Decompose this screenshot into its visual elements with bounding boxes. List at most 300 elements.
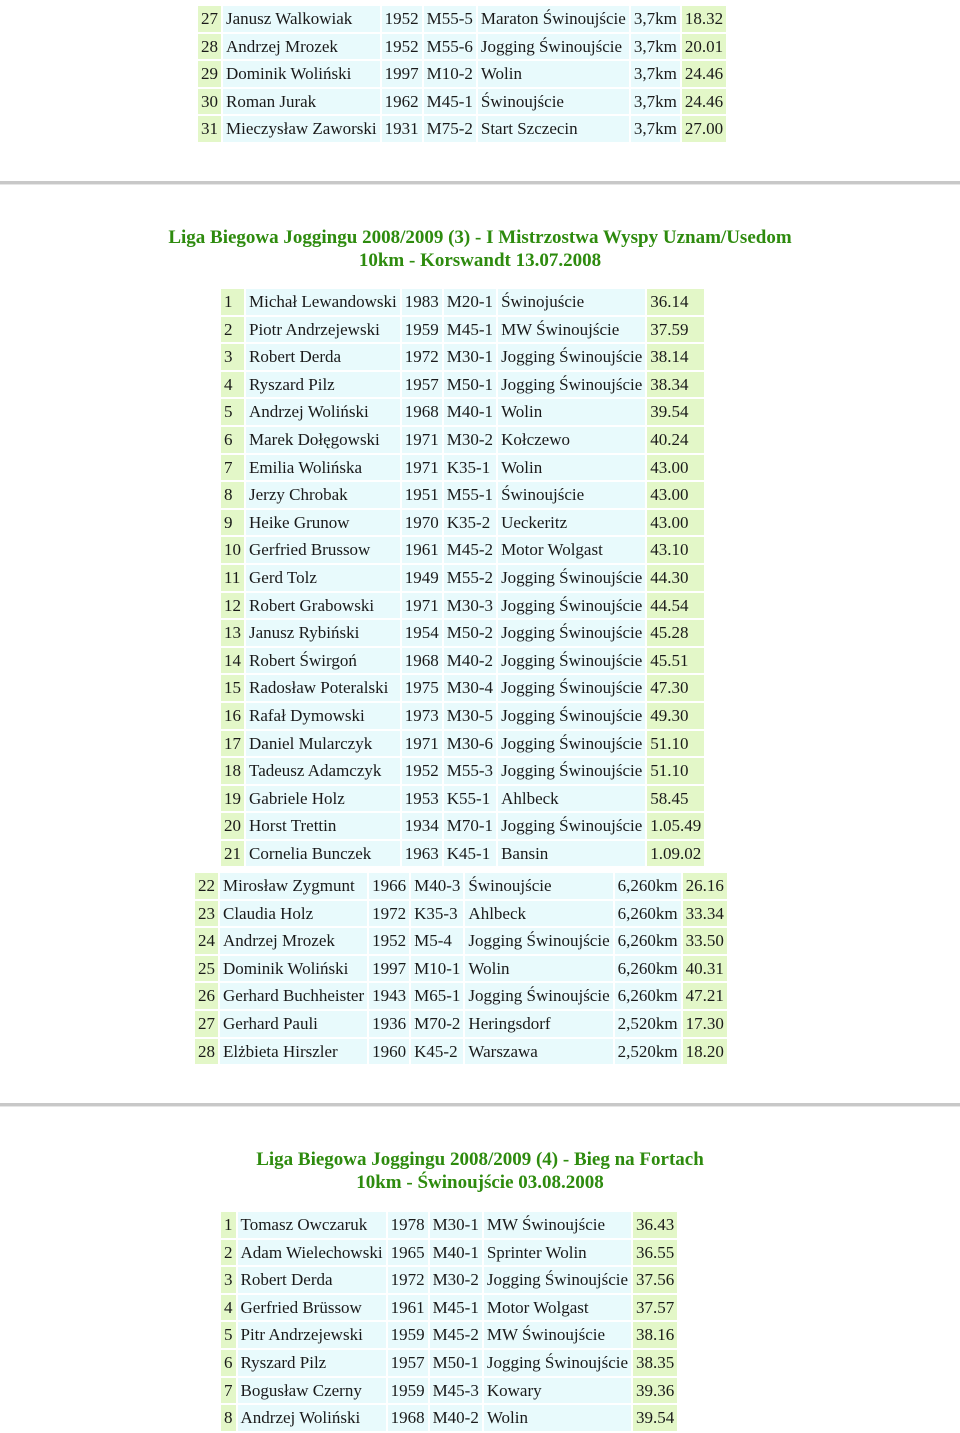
time-cell: 45.51: [647, 648, 704, 674]
club-cell: Ahlbeck: [465, 901, 612, 927]
name-cell: Rafał Dymowski: [246, 703, 400, 729]
club-cell: Jogging Świnoujście: [498, 648, 645, 674]
table-row: [221, 1378, 677, 1404]
year-cell: 1971: [402, 593, 442, 619]
time-cell: 44.54: [647, 593, 704, 619]
name-cell: Bogusław Czerny: [238, 1378, 386, 1404]
table-row: [198, 61, 726, 87]
club-cell: Wolin: [484, 1405, 631, 1431]
name-cell: Pitr Andrzejewski: [238, 1322, 386, 1348]
category-cell: M50-1: [444, 372, 496, 398]
name-cell: Robert Świrgoń: [246, 648, 400, 674]
club-cell: Sprinter Wolin: [484, 1240, 631, 1266]
place-cell: 12: [221, 593, 244, 619]
place-cell: 4: [221, 1295, 236, 1321]
section-divider: [0, 181, 960, 185]
name-cell: Andrzej Woliński: [246, 399, 400, 425]
category-cell: M55-6: [424, 34, 476, 60]
table-row: [221, 510, 704, 536]
place-cell: 7: [221, 1378, 236, 1404]
place-cell: 26: [195, 983, 218, 1009]
name-cell: Gabriele Holz: [246, 786, 400, 812]
table-row: [221, 620, 704, 646]
race-title: [0, 226, 960, 272]
time-cell: 17.30: [683, 1011, 727, 1037]
distance-cell: 3,7km: [631, 6, 680, 32]
place-cell: 6: [221, 1350, 236, 1376]
name-cell: Gerhard Buchheister: [220, 983, 367, 1009]
name-cell: Jerzy Chrobak: [246, 482, 400, 508]
name-cell: Ryszard Pilz: [238, 1350, 386, 1376]
time-cell: 37.56: [633, 1267, 677, 1293]
club-cell: Ueckeritz: [498, 510, 645, 536]
race-subtitle-line: 10km - Świnoujście 03.08.2008: [356, 1172, 604, 1193]
table-row: [221, 1240, 677, 1266]
name-cell: Andrzej Woliński: [238, 1405, 386, 1431]
club-cell: Motor Wolgast: [484, 1295, 631, 1321]
time-cell: 47.21: [683, 983, 727, 1009]
name-cell: Andrzej Mrozek: [220, 928, 367, 954]
club-cell: Jogging Świnoujście: [498, 675, 645, 701]
category-cell: M45-1: [430, 1295, 482, 1321]
time-cell: 43.00: [647, 482, 704, 508]
year-cell: 1959: [388, 1378, 428, 1404]
place-cell: 8: [221, 482, 244, 508]
club-cell: Wolin: [498, 399, 645, 425]
year-cell: 1954: [402, 620, 442, 646]
time-cell: 33.50: [683, 928, 727, 954]
year-cell: 1952: [369, 928, 409, 954]
time-cell: 1.09.02: [647, 841, 704, 867]
club-cell: Kowary: [484, 1378, 631, 1404]
time-cell: 27.00: [682, 116, 726, 142]
place-cell: 8: [221, 1405, 236, 1431]
table-row: [221, 1350, 677, 1376]
table-row: [195, 901, 727, 927]
table-row: [221, 427, 704, 453]
name-cell: Gerfried Brussow: [246, 537, 400, 563]
club-cell: Świnoujście: [478, 89, 629, 115]
time-cell: 24.46: [682, 61, 726, 87]
time-cell: 39.54: [647, 399, 704, 425]
club-cell: Jogging Świnoujście: [484, 1267, 631, 1293]
category-cell: M10-2: [424, 61, 476, 87]
category-cell: M30-2: [444, 427, 496, 453]
place-cell: 5: [221, 1322, 236, 1348]
place-cell: 10: [221, 537, 244, 563]
place-cell: 3: [221, 344, 244, 370]
time-cell: 18.20: [683, 1039, 727, 1065]
time-cell: 37.57: [633, 1295, 677, 1321]
time-cell: 26.16: [683, 873, 727, 899]
club-cell: Jogging Świnoujście: [498, 703, 645, 729]
distance-cell: 2,520km: [615, 1039, 681, 1065]
time-cell: 58.45: [647, 786, 704, 812]
table-row: [198, 89, 726, 115]
year-cell: 1963: [402, 841, 442, 867]
club-cell: Jogging Świnoujście: [484, 1350, 631, 1376]
time-cell: 40.31: [683, 956, 727, 982]
name-cell: Adam Wielechowski: [238, 1240, 386, 1266]
place-cell: 1: [221, 289, 244, 315]
place-cell: 2: [221, 1240, 236, 1266]
category-cell: K55-1: [444, 786, 496, 812]
race-title-line: Liga Biegowa Joggingu 2008/2009 (4) - Bieg na Fortach: [256, 1149, 704, 1170]
time-cell: 44.30: [647, 565, 704, 591]
year-cell: 1952: [402, 758, 442, 784]
place-cell: 5: [221, 399, 244, 425]
name-cell: Dominik Woliński: [223, 61, 380, 87]
category-cell: M30-1: [444, 344, 496, 370]
category-cell: M20-1: [444, 289, 496, 315]
place-cell: 15: [221, 675, 244, 701]
category-cell: M40-1: [430, 1240, 482, 1266]
time-cell: 51.10: [647, 731, 704, 757]
table-row: [198, 34, 726, 60]
category-cell: M55-3: [444, 758, 496, 784]
time-cell: 39.36: [633, 1378, 677, 1404]
club-cell: Świnoujście: [498, 482, 645, 508]
category-cell: M10-1: [411, 956, 463, 982]
category-cell: K35-3: [411, 901, 463, 927]
club-cell: Jogging Świnoujście: [498, 565, 645, 591]
club-cell: MW Świnoujście: [498, 317, 645, 343]
name-cell: Andrzej Mrozek: [223, 34, 380, 60]
time-cell: 1.05.49: [647, 813, 704, 839]
time-cell: 45.28: [647, 620, 704, 646]
club-cell: Warszawa: [465, 1039, 612, 1065]
category-cell: M30-6: [444, 731, 496, 757]
distance-cell: 6,260km: [615, 928, 681, 954]
category-cell: M30-2: [430, 1267, 482, 1293]
name-cell: Ryszard Pilz: [246, 372, 400, 398]
year-cell: 1936: [369, 1011, 409, 1037]
club-cell: Motor Wolgast: [498, 537, 645, 563]
club-cell: Jogging Świnoujście: [498, 731, 645, 757]
time-cell: 36.14: [647, 289, 704, 315]
place-cell: 27: [195, 1011, 218, 1037]
results-table-continued: [196, 4, 728, 144]
place-cell: 20: [221, 813, 244, 839]
table-row: [221, 731, 704, 757]
year-cell: 1966: [369, 873, 409, 899]
place-cell: 4: [221, 372, 244, 398]
place-cell: 14: [221, 648, 244, 674]
club-cell: Start Szczecin: [478, 116, 629, 142]
year-cell: 1952: [382, 34, 422, 60]
year-cell: 1997: [369, 956, 409, 982]
results-table-10km: [219, 287, 706, 868]
name-cell: Marek Dołęgowski: [246, 427, 400, 453]
table-row: [221, 537, 704, 563]
category-cell: M40-2: [430, 1405, 482, 1431]
year-cell: 1972: [369, 901, 409, 927]
club-cell: Maraton Świnoujście: [478, 6, 629, 32]
time-cell: 38.35: [633, 1350, 677, 1376]
year-cell: 1962: [382, 89, 422, 115]
place-cell: 9: [221, 510, 244, 536]
year-cell: 1949: [402, 565, 442, 591]
place-cell: 23: [195, 901, 218, 927]
name-cell: Radosław Poteralski: [246, 675, 400, 701]
time-cell: 33.34: [683, 901, 727, 927]
time-cell: 43.00: [647, 510, 704, 536]
table-row: [195, 928, 727, 954]
year-cell: 1968: [402, 399, 442, 425]
year-cell: 1971: [402, 427, 442, 453]
name-cell: Gerhard Pauli: [220, 1011, 367, 1037]
time-cell: 39.54: [633, 1405, 677, 1431]
time-cell: 43.00: [647, 455, 704, 481]
table-row: [221, 648, 704, 674]
category-cell: M40-3: [411, 873, 463, 899]
category-cell: M45-3: [430, 1378, 482, 1404]
year-cell: 1970: [402, 510, 442, 536]
club-cell: Wolin: [465, 956, 612, 982]
category-cell: M40-2: [444, 648, 496, 674]
table-row: [198, 116, 726, 142]
year-cell: 1934: [402, 813, 442, 839]
name-cell: Gerfried Brüssow: [238, 1295, 386, 1321]
distance-cell: 3,7km: [631, 89, 680, 115]
name-cell: Cornelia Bunczek: [246, 841, 400, 867]
club-cell: Jogging Świnoujście: [498, 620, 645, 646]
place-cell: 17: [221, 731, 244, 757]
year-cell: 1961: [402, 537, 442, 563]
name-cell: Daniel Mularczyk: [246, 731, 400, 757]
club-cell: Bansin: [498, 841, 645, 867]
club-cell: MW Świnoujście: [484, 1322, 631, 1348]
name-cell: Robert Derda: [246, 344, 400, 370]
category-cell: M55-1: [444, 482, 496, 508]
name-cell: Elżbieta Hirszler: [220, 1039, 367, 1065]
time-cell: 43.10: [647, 537, 704, 563]
table-row: [221, 455, 704, 481]
time-cell: 18.32: [682, 6, 726, 32]
time-cell: 24.46: [682, 89, 726, 115]
category-cell: M65-1: [411, 983, 463, 1009]
name-cell: Heike Grunow: [246, 510, 400, 536]
name-cell: Horst Trettin: [246, 813, 400, 839]
year-cell: 1968: [402, 648, 442, 674]
time-cell: 38.34: [647, 372, 704, 398]
name-cell: Janusz Rybiński: [246, 620, 400, 646]
time-cell: 51.10: [647, 758, 704, 784]
category-cell: M40-1: [444, 399, 496, 425]
table-row: [221, 1405, 677, 1431]
place-cell: 16: [221, 703, 244, 729]
table-row: [221, 1322, 677, 1348]
name-cell: Tadeusz Adamczyk: [246, 758, 400, 784]
category-cell: M55-2: [444, 565, 496, 591]
year-cell: 1951: [402, 482, 442, 508]
club-cell: Kołczewo: [498, 427, 645, 453]
race-title: [0, 1148, 960, 1194]
time-cell: 38.14: [647, 344, 704, 370]
year-cell: 1997: [382, 61, 422, 87]
category-cell: M55-5: [424, 6, 476, 32]
year-cell: 1952: [382, 6, 422, 32]
category-cell: M30-3: [444, 593, 496, 619]
category-cell: M5-4: [411, 928, 463, 954]
category-cell: M50-1: [430, 1350, 482, 1376]
table-row: [221, 565, 704, 591]
place-cell: 18: [221, 758, 244, 784]
club-cell: Świnoujście: [465, 873, 612, 899]
year-cell: 1978: [388, 1212, 428, 1238]
time-cell: 47.30: [647, 675, 704, 701]
table-row: [221, 593, 704, 619]
year-cell: 1973: [402, 703, 442, 729]
year-cell: 1972: [388, 1267, 428, 1293]
table-row: [221, 317, 704, 343]
club-cell: Jogging Świnoujście: [478, 34, 629, 60]
table-row: [195, 983, 727, 1009]
place-cell: 25: [195, 956, 218, 982]
name-cell: Janusz Walkowiak: [223, 6, 380, 32]
place-cell: 1: [221, 1212, 236, 1238]
club-cell: Jogging Świnoujście: [498, 813, 645, 839]
name-cell: Emilia Wolińska: [246, 455, 400, 481]
category-cell: M30-1: [430, 1212, 482, 1238]
club-cell: Jogging Świnoujście: [498, 372, 645, 398]
time-cell: 36.55: [633, 1240, 677, 1266]
category-cell: M30-4: [444, 675, 496, 701]
time-cell: 20.01: [682, 34, 726, 60]
place-cell: 7: [221, 455, 244, 481]
category-cell: M30-5: [444, 703, 496, 729]
year-cell: 1959: [388, 1322, 428, 1348]
table-row: [221, 1212, 677, 1238]
place-cell: 27: [198, 6, 221, 32]
place-cell: 2: [221, 317, 244, 343]
distance-cell: 3,7km: [631, 61, 680, 87]
distance-cell: 3,7km: [631, 116, 680, 142]
time-cell: 38.16: [633, 1322, 677, 1348]
category-cell: K45-1: [444, 841, 496, 867]
name-cell: Mieczysław Zaworski: [223, 116, 380, 142]
category-cell: M70-2: [411, 1011, 463, 1037]
name-cell: Michał Lewandowski: [246, 289, 400, 315]
name-cell: Dominik Woliński: [220, 956, 367, 982]
year-cell: 1957: [388, 1350, 428, 1376]
table-row: [195, 1039, 727, 1065]
year-cell: 1931: [382, 116, 422, 142]
place-cell: 11: [221, 565, 244, 591]
category-cell: K35-1: [444, 455, 496, 481]
race-title-line: Liga Biegowa Joggingu 2008/2009 (3) - I Mistrzostwa Wyspy Uznam/Usedom: [168, 227, 792, 248]
name-cell: Robert Grabowski: [246, 593, 400, 619]
year-cell: 1957: [402, 372, 442, 398]
place-cell: 19: [221, 786, 244, 812]
distance-cell: 3,7km: [631, 34, 680, 60]
year-cell: 1971: [402, 455, 442, 481]
year-cell: 1943: [369, 983, 409, 1009]
club-cell: MW Świnoujście: [484, 1212, 631, 1238]
year-cell: 1953: [402, 786, 442, 812]
club-cell: Świnojuście: [498, 289, 645, 315]
table-row: [221, 289, 704, 315]
name-cell: Tomasz Owczaruk: [238, 1212, 386, 1238]
category-cell: M45-1: [424, 89, 476, 115]
distance-cell: 6,260km: [615, 901, 681, 927]
club-cell: Ahlbeck: [498, 786, 645, 812]
table-row: [195, 873, 727, 899]
table-row: [221, 813, 704, 839]
club-cell: Heringsdorf: [465, 1011, 612, 1037]
distance-cell: 6,260km: [615, 956, 681, 982]
table-row: [221, 344, 704, 370]
results-table-fortach: [219, 1210, 679, 1433]
section-divider: [0, 1103, 960, 1107]
year-cell: 1983: [402, 289, 442, 315]
place-cell: 22: [195, 873, 218, 899]
year-cell: 1960: [369, 1039, 409, 1065]
place-cell: 28: [198, 34, 221, 60]
place-cell: 3: [221, 1267, 236, 1293]
table-row: [221, 1295, 677, 1321]
year-cell: 1975: [402, 675, 442, 701]
name-cell: Gerd Tolz: [246, 565, 400, 591]
category-cell: M45-2: [430, 1322, 482, 1348]
club-cell: Jogging Świnoujście: [465, 928, 612, 954]
club-cell: Jogging Świnoujście: [465, 983, 612, 1009]
table-row: [195, 956, 727, 982]
category-cell: K35-2: [444, 510, 496, 536]
table-row: [221, 372, 704, 398]
name-cell: Piotr Andrzejewski: [246, 317, 400, 343]
distance-cell: 6,260km: [615, 873, 681, 899]
category-cell: K45-2: [411, 1039, 463, 1065]
table-row: [221, 482, 704, 508]
table-row: [198, 6, 726, 32]
results-table-short-distance: [193, 871, 729, 1066]
year-cell: 1972: [402, 344, 442, 370]
year-cell: 1971: [402, 731, 442, 757]
club-cell: Jogging Świnoujście: [498, 344, 645, 370]
table-row: [221, 399, 704, 425]
time-cell: 40.24: [647, 427, 704, 453]
year-cell: 1961: [388, 1295, 428, 1321]
time-cell: 36.43: [633, 1212, 677, 1238]
name-cell: Robert Derda: [238, 1267, 386, 1293]
place-cell: 29: [198, 61, 221, 87]
club-cell: Wolin: [498, 455, 645, 481]
place-cell: 30: [198, 89, 221, 115]
category-cell: M50-2: [444, 620, 496, 646]
year-cell: 1965: [388, 1240, 428, 1266]
year-cell: 1968: [388, 1405, 428, 1431]
category-cell: M70-1: [444, 813, 496, 839]
category-cell: M45-1: [444, 317, 496, 343]
race-subtitle-line: 10km - Korswandt 13.07.2008: [358, 250, 602, 271]
name-cell: Roman Jurak: [223, 89, 380, 115]
table-row: [221, 786, 704, 812]
category-cell: M75-2: [424, 116, 476, 142]
place-cell: 28: [195, 1039, 218, 1065]
place-cell: 21: [221, 841, 244, 867]
club-cell: Jogging Świnoujście: [498, 758, 645, 784]
table-row: [221, 703, 704, 729]
table-row: [221, 841, 704, 867]
table-row: [221, 675, 704, 701]
place-cell: 6: [221, 427, 244, 453]
distance-cell: 2,520km: [615, 1011, 681, 1037]
distance-cell: 6,260km: [615, 983, 681, 1009]
name-cell: Claudia Holz: [220, 901, 367, 927]
year-cell: 1959: [402, 317, 442, 343]
time-cell: 37.59: [647, 317, 704, 343]
